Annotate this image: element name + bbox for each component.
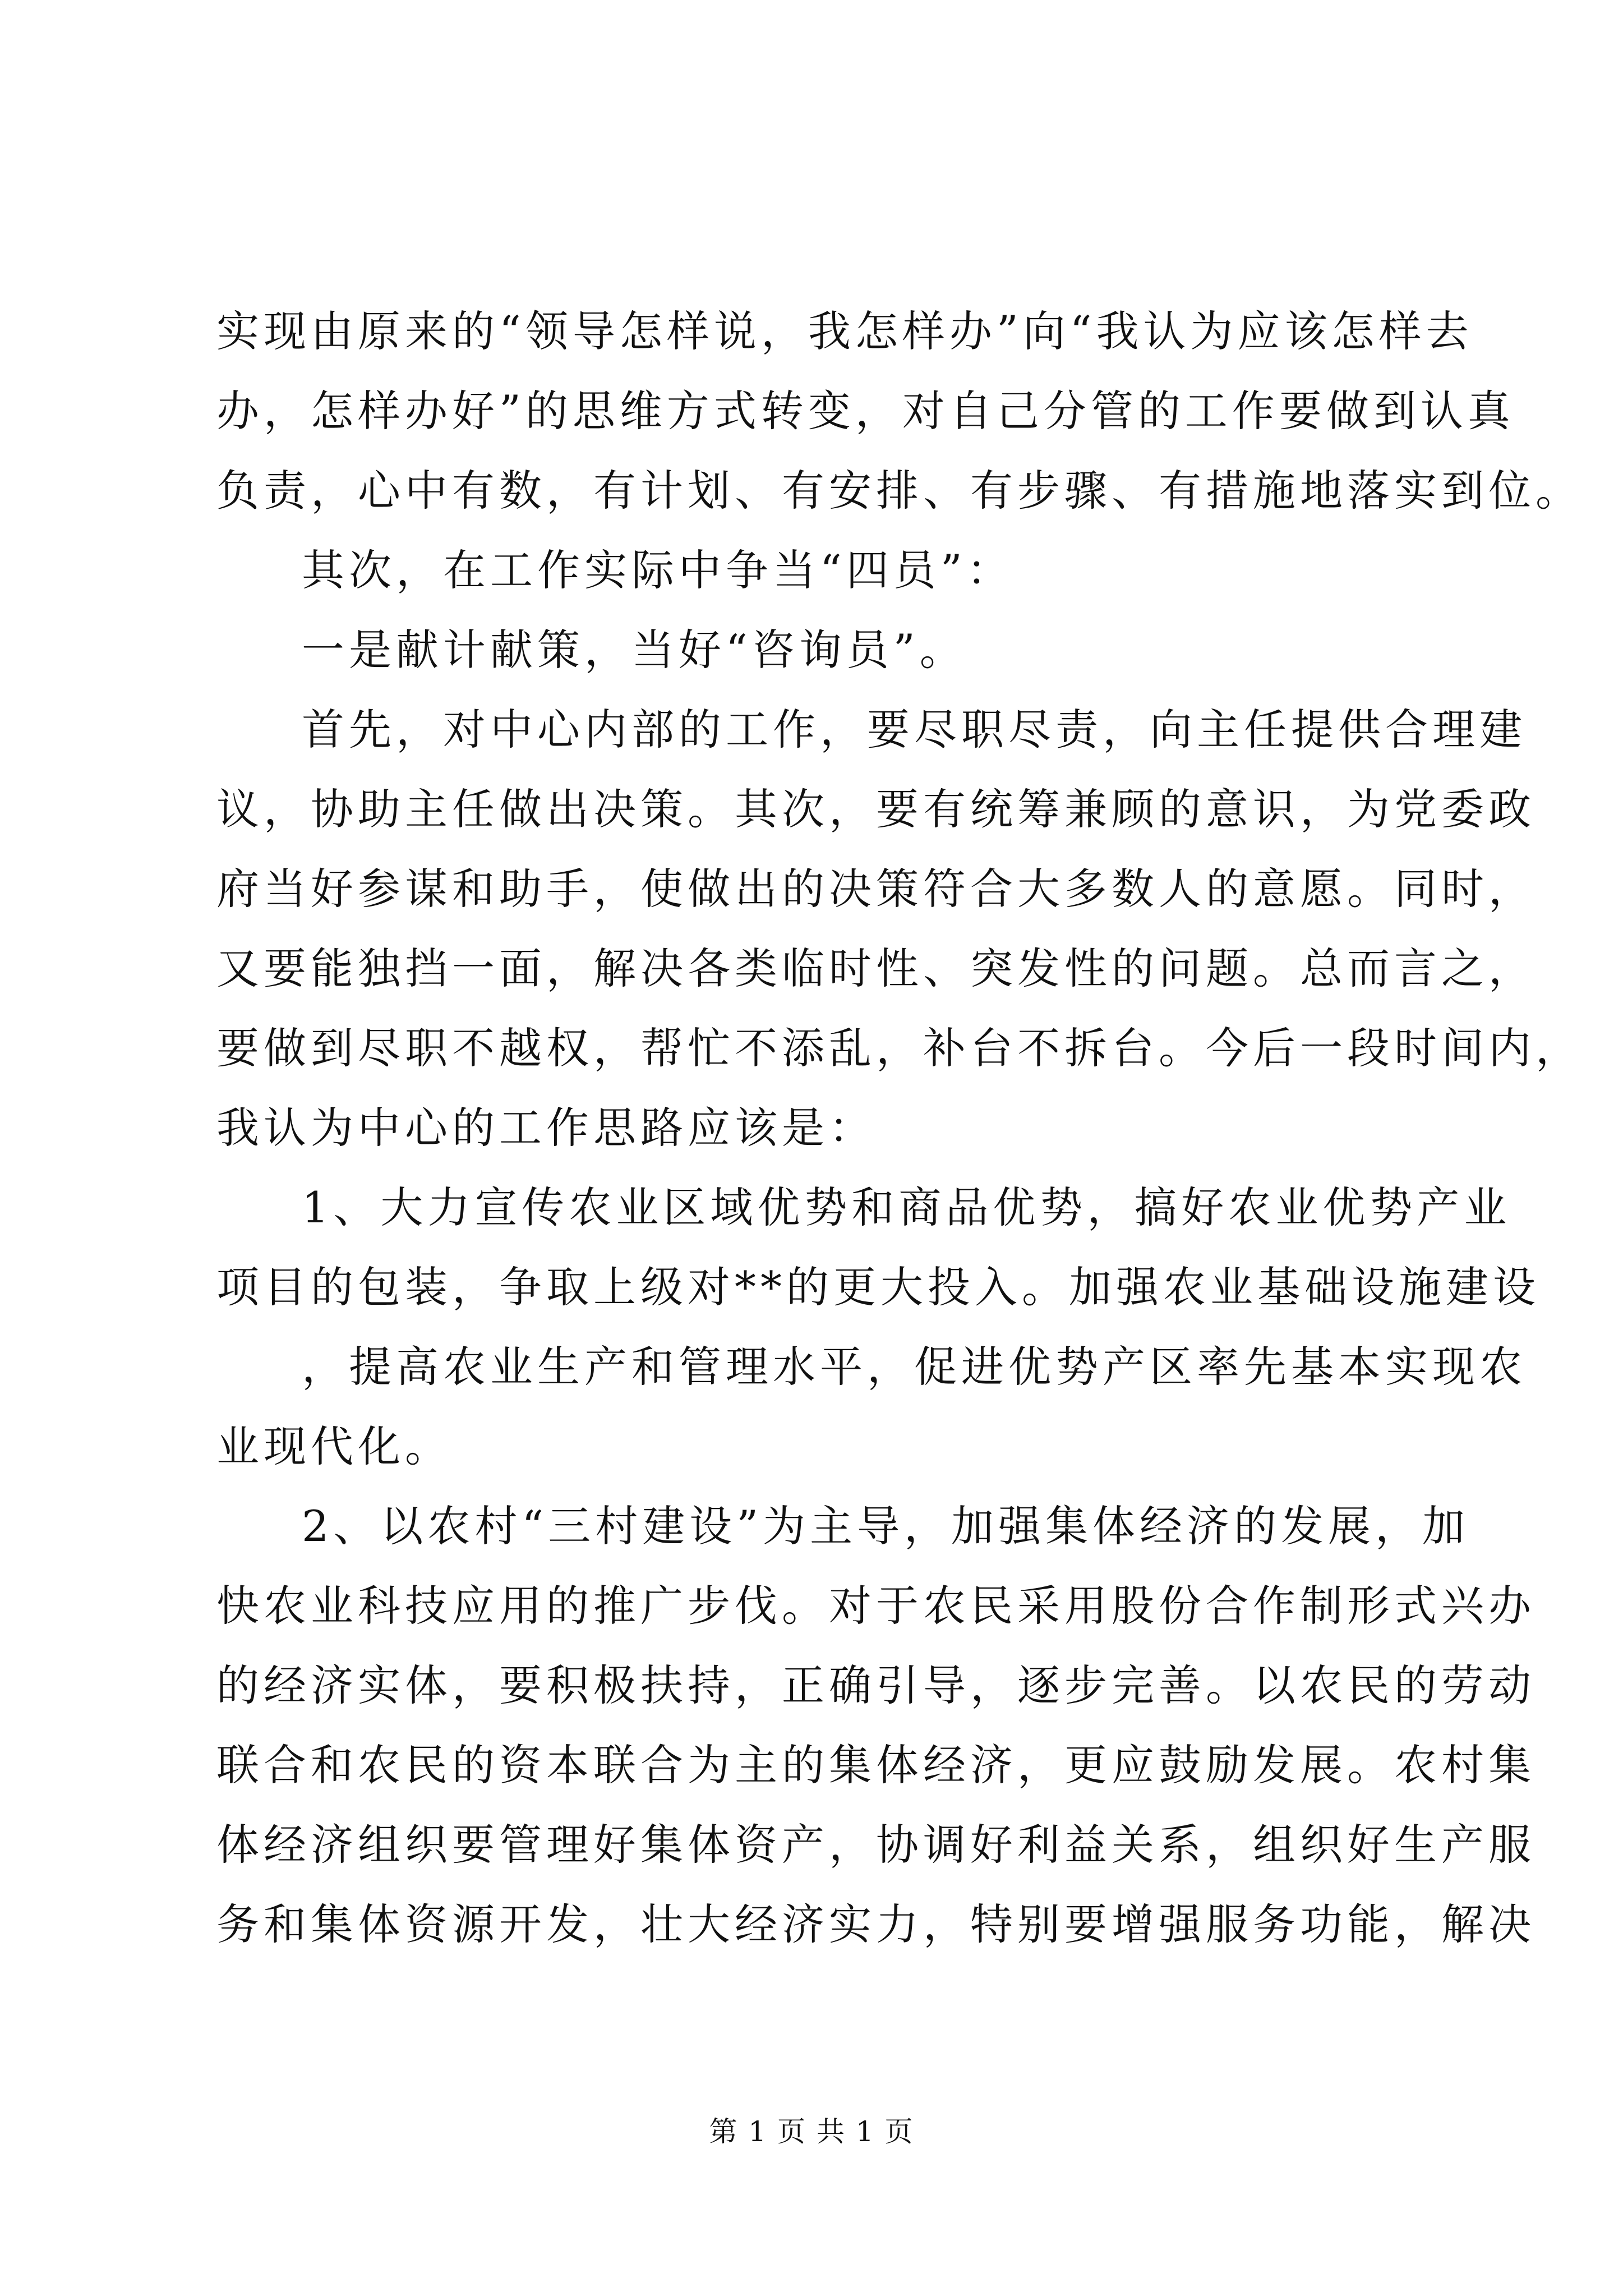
text-line: 联合和农民的资本联合为主的集体经济，更应鼓励发展。农村集 [216, 1740, 1536, 1790]
text-line: 办，怎样办好”的思维方式转变，对自己分管的工作要做到认真 [216, 386, 1515, 436]
text-line: 实现由原来的“领导怎样说，我怎样办”向“我认为应该怎样去 [216, 306, 1473, 356]
text-line: ，提高农业生产和管理水平，促进优势产区率先基本实现农 [302, 1342, 1527, 1392]
text-line: 快农业科技应用的推广步伐。对于农民采用股份合作制形式兴办 [216, 1581, 1536, 1631]
text-line: 负责，心中有数，有计划、有安排、有步骤、有措施地落实到位。 [216, 466, 1583, 516]
text-line: 要做到尽职不越权，帮忙不添乱，补台不拆台。今后一段时间内， [216, 1023, 1583, 1073]
text-line: 1、大力宣传农业区域优势和商品优势，搞好农业优势产业 [302, 1182, 1511, 1232]
text-line: 项目的包装，争取上级对**的更大投入。加强农业基础设施建设 [216, 1262, 1540, 1312]
text-line: 府当好参谋和助手，使做出的决策符合大多数人的意愿。同时， [216, 864, 1536, 914]
text-line: 的经济实体，要积极扶持，正确引导，逐步完善。以农民的劳动 [216, 1660, 1536, 1710]
text-line: 我认为中心的工作思路应该是： [216, 1103, 876, 1153]
text-line: 其次，在工作实际中争当“四员”： [302, 545, 1014, 595]
page-footer [0, 2115, 1623, 2148]
text-line: 又要能独挡一面，解决各类临时性、突发性的问题。总而言之， [216, 944, 1536, 993]
text-line: 业现代化。 [216, 1421, 452, 1471]
document-body [216, 292, 1583, 1964]
text-line: 一是献计献策，当好“咨询员”。 [302, 625, 967, 675]
text-line: 体经济组织要管理好集体资产，协调好利益关系，组织好生产服 [216, 1820, 1536, 1870]
text-line: 议，协助主任做出决策。其次，要有统筹兼顾的意识，为党委政 [216, 784, 1536, 834]
page-number: 第 1 页 共 1 页 [709, 2115, 914, 2148]
text-line: 首先，对中心内部的工作，要尽职尽责，向主任提供合理建 [302, 705, 1527, 754]
text-line: 2、以农村“三村建设”为主导，加强集体经济的发展，加 [302, 1501, 1470, 1551]
text-line: 务和集体资源开发，壮大经济实力，特别要增强服务功能，解决 [216, 1899, 1536, 1949]
